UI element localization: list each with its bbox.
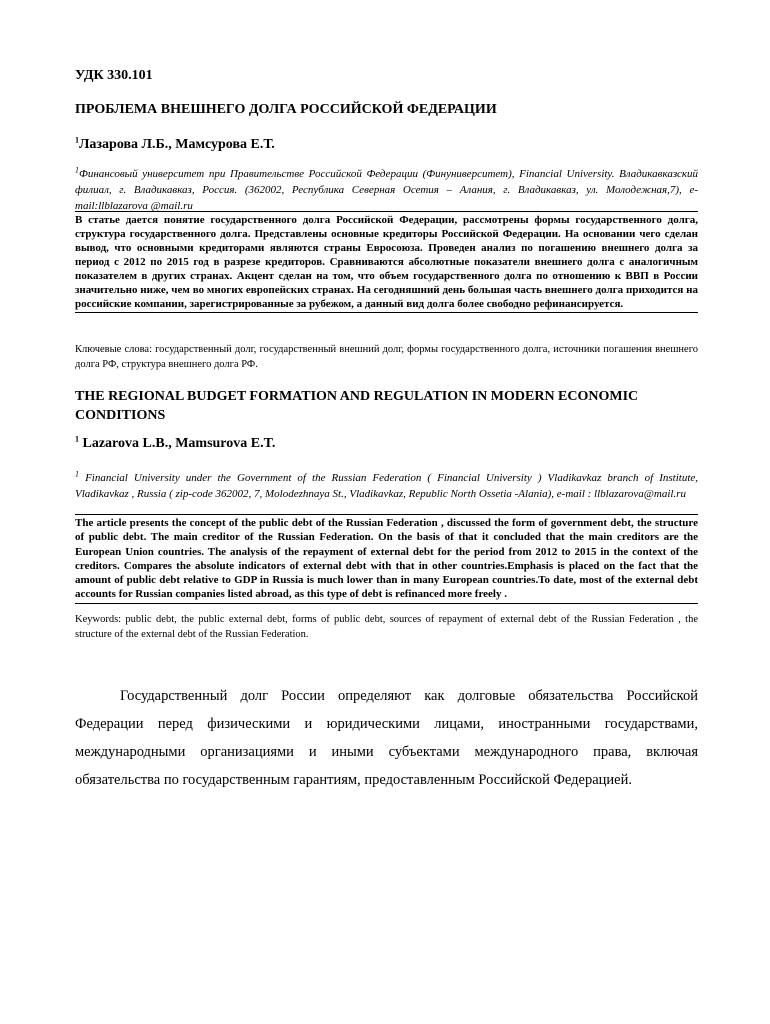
authors-russian-names: Лазарова Л.Б., Мамсурова Е.Т. xyxy=(79,137,275,152)
affiliation-english-text: Financial University under the Government of the Russian Federation ( Financial University ) Vladikavkaz branch of Institute, Vladikavkaz , Russia ( zip-code 362002, 7, Molodezhnaya St., Vladikavkaz, Republic North Ossetia -Alania), e-mail : llblazarova@mail.ru xyxy=(75,472,699,500)
affiliation-russian-text: Финансовый университет при Правительстве Российской Федерации (Финуниверситет), Financial University. Владикавказский филиал, г. Владикавказ, Россия. (362002, Республика Северная Осетия – Алания, г. Владикавказ, ул. Молодежная,7), e-mail:llblazarova @mail.ru xyxy=(75,168,698,212)
authors-english xyxy=(75,436,698,452)
body-paragraph: Государственный долг России определяют как долговые обязательства Российской Федерации перед физическими и юридическими лицами, иностранными государствами, международными организациями и иными субъектами международного права, включая обязательства по государственным гарантиям, предоставленным Российской Федерацией. xyxy=(75,688,698,788)
keywords-russian: Ключевые слова: государственный долг, государственный внешний долг, формы государственного долга, источники погашения внешнего долга РФ, структура внешнего долга РФ. xyxy=(75,344,698,370)
affiliation-english-superscript: 1 xyxy=(75,469,79,479)
affiliation-english xyxy=(75,470,698,502)
abstract-russian: В статье дается понятие государственного долга Российской Федерации, рассмотрены формы государственного долга, структура государственного долга. Представлены основные кредиторы Российской Федерации. На основании чего сделан вывод, что основными кредиторами являются страны Евросоюза. Проведен анализ по погашению внешнего долга за период с 2012 по 2015 год в разрезе кредиторов. Сравниваются абсолютные показатели внешнего долга с аналогичным показателем в других странах. Акцент сделан на том, что объем государственного долга по отношению к ВВП в России значительно ниже, чем во многих европейских странах. На сегодняшний день большая часть внешнего долга приходится на российские компании, зарегистрированные за рубежом, а данный вид долга более свободно рефинансируется. xyxy=(75,211,698,313)
abstract-english: The article presents the concept of the public debt of the Russian Federation , discussed the form of government debt, the structure of public debt. The main creditor of the Russian Federation. On the basis of that it concluded that the main creditors are the European Union countries. The analysis of the repayment of external debt for the period from 2012 to 2015 in the context of the creditors. Compares the absolute indicators of external debt with that in other countries.Emphasis is placed on the fact that the amount of public debt relative to GDP in Russia is much lower than in many European countries.To date, most of the external debt accounts for Russian companies listed abroad, as this type of debt is refinanced more freely . xyxy=(75,514,698,604)
title-english: THE REGIONAL BUDGET FORMATION AND REGULATION IN MODERN ECONOMIC CONDITIONS xyxy=(75,389,639,423)
authors-russian xyxy=(75,137,698,153)
authors-russian-superscript: 1 xyxy=(75,135,79,145)
authors-english-names: Lazarova L.B., Mamsurova E.T. xyxy=(82,436,276,451)
affiliation-russian-superscript: 1 xyxy=(75,165,79,175)
udk-code: УДК 330.101 xyxy=(75,68,153,83)
title-russian: ПРОБЛЕМА ВНЕШНЕГО ДОЛГА РОССИЙСКОЙ ФЕДЕРАЦИИ xyxy=(75,102,497,117)
affiliation-russian xyxy=(75,166,698,214)
keywords-english: Keywords: public debt, the public external debt, forms of public debt, sources of repayment of external debt of the Russian Federation , the structure of the external debt of the Russian Federation. xyxy=(75,614,698,640)
authors-english-superscript: 1 xyxy=(75,434,79,444)
